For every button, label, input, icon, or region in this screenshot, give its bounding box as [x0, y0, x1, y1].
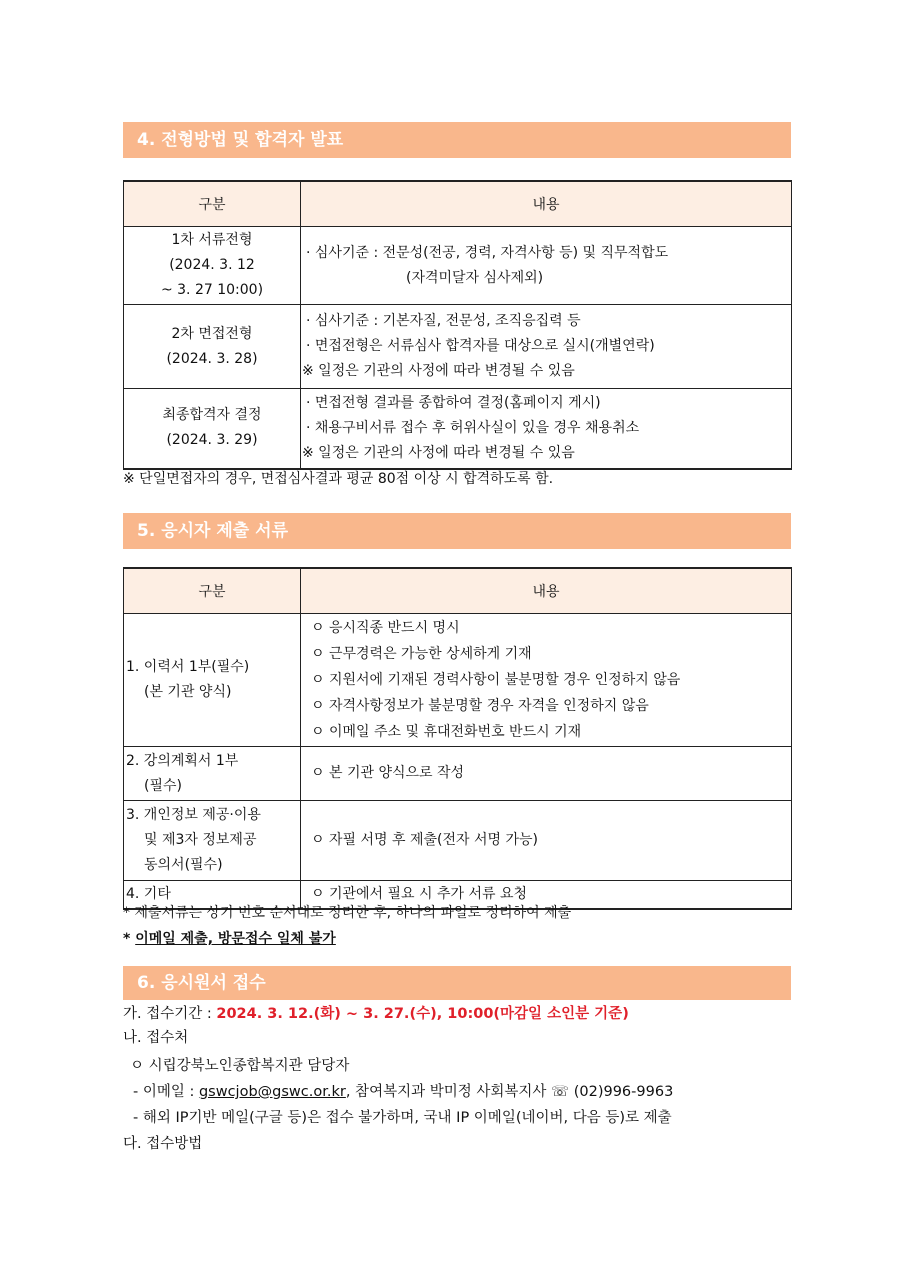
row-category: 최종합격자 결정 (2024. 3. 29) — [124, 389, 301, 469]
column-header-category: 구분 — [124, 181, 301, 227]
row-content: · 심사기준 : 기본자질, 전문성, 조직응집력 등 · 면접전형은 서류심사 합격자를 대상으로 실시(개별연락) ※ 일정은 기관의 사정에 따라 변경될 수 있음 — [301, 305, 792, 389]
selection-process-table — [123, 180, 792, 470]
row-content: · 심사기준 : 전문성(전공, 경력, 자격사항 등) 및 직무적합도 (자격미달자 심사제외) — [301, 227, 792, 305]
column-header-content: 내용 — [301, 568, 792, 614]
table-row — [124, 801, 792, 881]
column-header-content: 내용 — [301, 181, 792, 227]
row-category: 2. 강의계획서 1부 (필수) — [124, 747, 301, 801]
row-content: ㅇ 자필 서명 후 제출(전자 서명 가능) — [301, 801, 792, 881]
application-place-item: ㅇ 시립강북노인종합복지관 담당자 — [130, 1058, 350, 1074]
table-row — [124, 389, 792, 469]
row-category: 3. 개인정보 제공·이용 및 제3자 정보제공 동의서(필수) — [124, 801, 301, 881]
section-4-note: ※ 단일면접자의 경우, 면접심사결과 평균 80점 이상 시 합격하도록 함. — [123, 471, 554, 487]
row-content: ㅇ 기관에서 필요 시 추가 서류 요청 — [301, 881, 792, 910]
section-4-heading: 4. 전형방법 및 합격자 발표 — [123, 122, 791, 158]
table-row — [124, 614, 792, 747]
column-header-category: 구분 — [124, 568, 301, 614]
application-method-label: 다. 접수방법 — [123, 1136, 203, 1152]
table-row — [124, 747, 792, 801]
row-content: · 면접전형 결과를 종합하여 결정(홈페이지 게시) · 채용구비서류 접수 후 허위사실이 있을 경우 채용취소 ※ 일정은 기관의 사정에 따라 변경될 수 있음 — [301, 389, 792, 469]
application-period: 가. 접수기간 : 2024. 3. 12.(화) ~ 3. 27.(수), 10:00(마감일 소인분 기준) — [123, 1006, 629, 1022]
table-row — [124, 305, 792, 389]
required-documents-table — [123, 567, 792, 910]
section-6-heading: 6. 응시원서 접수 — [123, 966, 791, 1000]
section-5-warning: * 이메일 제출, 방문접수 일체 불가 — [123, 931, 336, 947]
row-category: 2차 면접전형 (2024. 3. 28) — [124, 305, 301, 389]
section-5-heading: 5. 응시자 제출 서류 — [123, 513, 791, 549]
overseas-ip-note: - 해외 IP기반 메일(구글 등)은 접수 불가하며, 국내 IP 이메일(네이버, 다음 등)로 제출 — [133, 1110, 672, 1126]
table-header-row — [124, 181, 792, 227]
row-category: 1차 서류전형 (2024. 3. 12 ~ 3. 27 10:00) — [124, 227, 301, 305]
email-link[interactable]: gswcjob@gswc.or.kr — [198, 1084, 346, 1100]
table-row — [124, 227, 792, 305]
section-5-note: * 제출서류는 상기 번호 순서대로 정리한 후, 하나의 파일로 정리하여 제출 — [123, 905, 572, 921]
table-header-row — [124, 568, 792, 614]
contact-email-line: - 이메일 : gswcjob@gswc.or.kr, 참여복지과 박미정 사회복지사 ☏ (02)996-9963 — [133, 1084, 674, 1100]
row-content: ㅇ 응시직종 반드시 명시 ㅇ 근무경력은 가능한 상세하게 기재 ㅇ 지원서에 기재된 경력사항이 불분명할 경우 인정하지 않음 ㅇ 자격사항정보가 불분명할 경우 자격을 인정하지 않음 ㅇ 이메일 주소 및 휴대전화번호 반드시 기재 — [301, 614, 792, 747]
application-place-label: 나. 접수처 — [123, 1030, 189, 1046]
row-category: 1. 이력서 1부(필수) (본 기관 양식) — [124, 614, 301, 747]
row-category: 4. 기타 — [124, 881, 301, 910]
row-content: ㅇ 본 기관 양식으로 작성 — [301, 747, 792, 801]
